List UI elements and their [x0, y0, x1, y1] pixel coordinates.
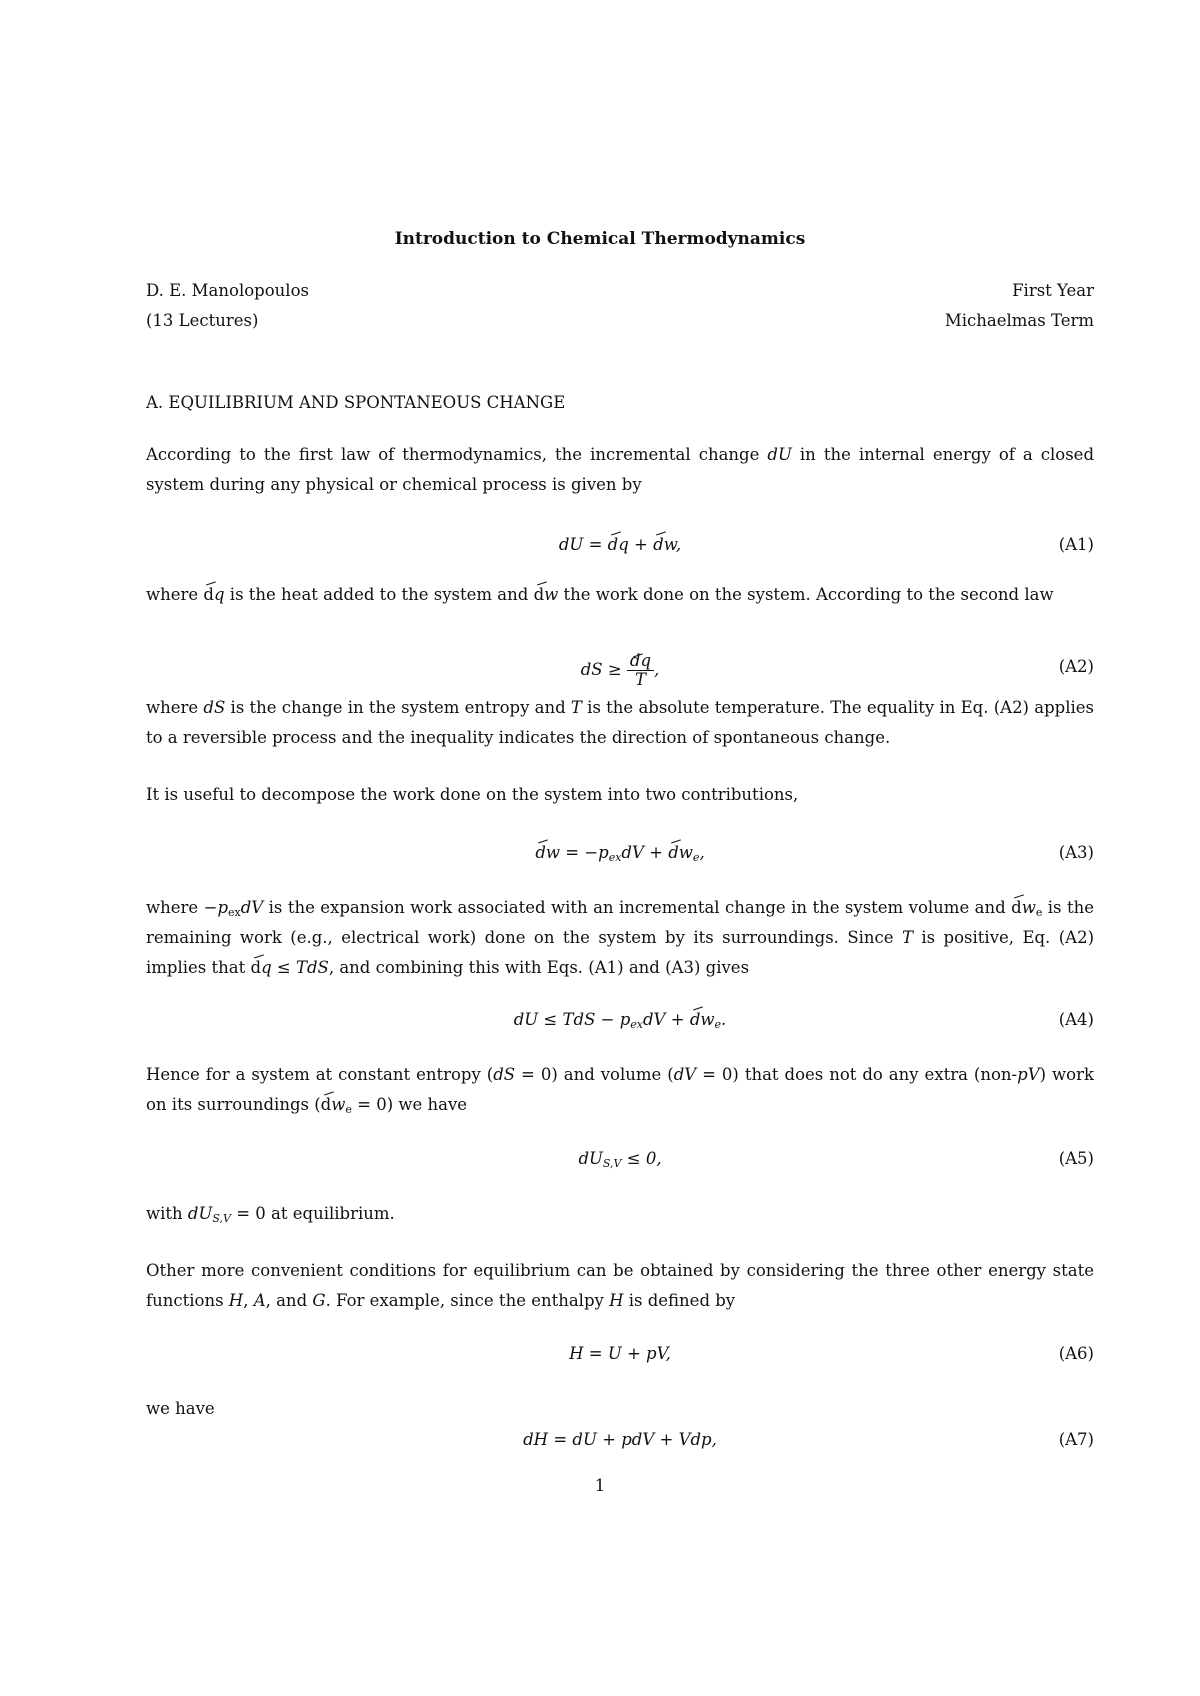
paragraph-constant-entropy: Hence for a system at constant entropy (dS = 0) and volume (dV = 0) that does not do any extra (non-pV) work on its surroundings $(dw_e = 0)$ we have [146, 1060, 1094, 1120]
paragraph-we-have: we have [146, 1399, 215, 1418]
page-number: 1 [594, 1476, 606, 1495]
equation-number: (A4) [1058, 1010, 1094, 1029]
equation-number: (A1) [1058, 535, 1094, 554]
paragraph-entropy: where dS is the change in the system entropy and T is the absolute temperature. The equality in Eq. (A2) applies to a reversible process and the inequality indicates the direction of spontaneous change. [146, 698, 1094, 747]
paragraph-equilibrium: with $dU_{S,V} = 0$ at equilibrium. [146, 1204, 395, 1225]
equation-a7: dH = dU + pdV + Vdp, (A7) [146, 1425, 1094, 1455]
equation-a2: dS ≥ $\frac{dq}{T}$ , (A2) [580, 651, 1094, 689]
paragraph-second-law: where dq is the heat added to the system and dw the work done on the system. According to the second law [146, 580, 1094, 610]
document-title: Introduction to Chemical Thermodynamics [394, 229, 806, 249]
paragraph-first-law: According to the first law of thermodynamics, the incremental change dU in the internal energy of a closed system during any physical or chemical process is given by [146, 445, 1095, 494]
equation-a6: H = U + pV, (A6) [146, 1339, 1094, 1369]
paragraph-state-functions: Other more convenient conditions for equilibrium can be obtained by considering the three other energy state functions H, A, and G. For example, since the enthalpy H is defined by [146, 1261, 1094, 1310]
paragraph-work-decomposition: It is useful to decompose the work done on the system into two contributions, [146, 785, 799, 804]
author-name: D. E. Manolopoulos [146, 281, 309, 300]
course-term: Michaelmas Term [944, 311, 1094, 330]
equation-number: (A3) [1058, 843, 1094, 862]
lecture-count: (13 Lectures) [146, 311, 259, 330]
equation-a5: $dU_{S,V} \le 0$, (A5) [146, 1144, 1094, 1174]
equation-number: (A5) [1058, 1149, 1094, 1168]
equation-number: (A7) [1058, 1430, 1094, 1449]
equation-number: (A6) [1058, 1344, 1094, 1363]
equation-a4: dU ≤ TdS − $p_{ex}dV + dw_e$. (A4) [146, 1005, 1094, 1035]
section-heading: A. EQUILIBRIUM AND SPONTANEOUS CHANGE [146, 393, 566, 412]
course-year: First Year [1012, 281, 1094, 300]
equation-a3: dw = $-p_{ex}dV + dw_e$, (A3) [146, 838, 1094, 868]
paragraph-expansion-work: where $-p_{ex}dV$ is the expansion work associated with an incremental change in the system volume and $dw_e$ is the remaining work (e.g., electrical work) done on the system by its surroundings. Since T is positive, Eq. (A2) implies that dq ≤ TdS, and combining this with Eqs. (A1) and (A3) gives [146, 893, 1094, 983]
equation-number: (A2) [1058, 657, 1094, 676]
equation-a1: dU = dq + dw, (A1) [146, 530, 1094, 560]
